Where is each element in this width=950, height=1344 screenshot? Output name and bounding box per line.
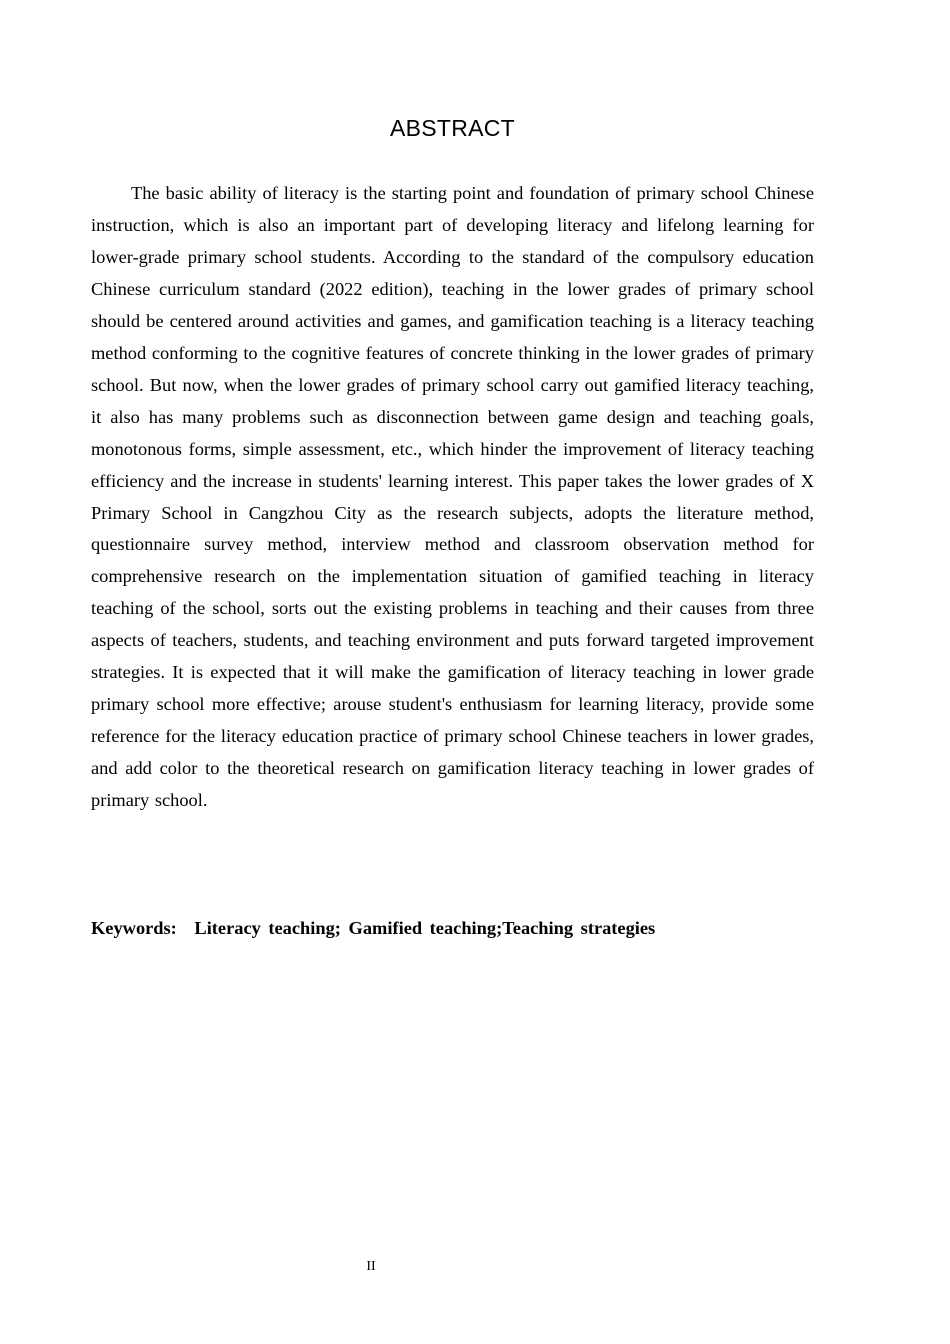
page-number: II <box>366 1259 376 1274</box>
keywords-label: Keywords: <box>91 918 177 938</box>
abstract-body-paragraph: The basic ability of literacy is the starting point and foundation of primary school Chinese instruction, which is also an important part of developing literacy and lifelong learning for lower-grade primary school students. According to the standard of the compulsory education Chinese curriculum standard (2022 edition), teaching in the lower grades of primary school should be centered around activities and games, and gamification teaching is a literacy teaching method conforming to the cognitive features of concrete thinking in the lower grades of primary school. But now, when the lower grades of primary school carry out gamified literacy teaching, it also has many problems such as disconnection between game design and teaching goals, monotonous forms, simple assessment, etc., which hinder the improvement of literacy teaching efficiency and the increase in students' learning interest. This paper takes the lower grades of X Primary School in Cangzhou City as the research subjects, adopts the literature method, questionnaire survey method, interview method and classroom observation method for comprehensive research on the implementation situation of gamified teaching in literacy teaching of the school, sorts out the existing problems in teaching and their causes from three aspects of teachers, students, and teaching environment and puts forward targeted improvement strategies. It is expected that it will make the gamification of literacy teaching in lower grade primary school more effective; arouse student's enthusiasm for learning literacy, provide some reference for the literacy education practice of primary school Chinese teachers in lower grades, and add color to the theoretical research on gamification literacy teaching in lower grades of primary school. <box>91 183 814 811</box>
keywords-line <box>91 913 814 943</box>
keywords-list: Literacy teaching; Gamified teaching;Teaching strategies <box>194 918 656 938</box>
abstract-heading: ABSTRACT <box>389 115 516 141</box>
